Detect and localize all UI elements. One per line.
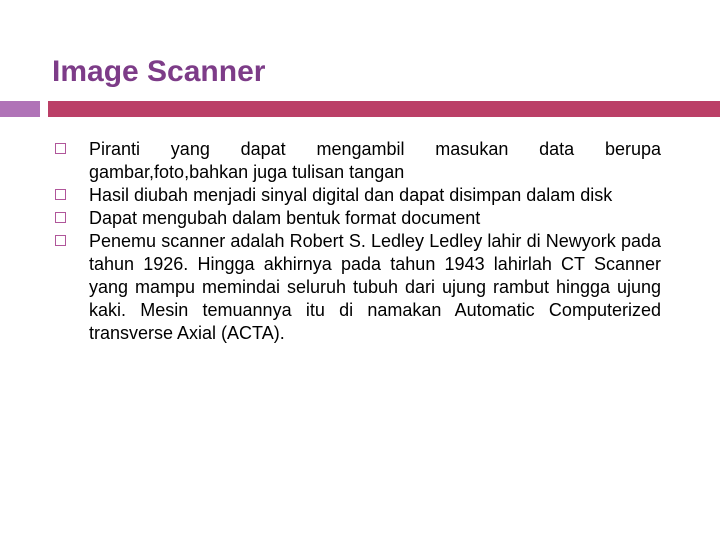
hollow-square-bullet-icon — [55, 143, 66, 154]
hollow-square-bullet-icon — [55, 212, 66, 223]
bullet-item — [52, 184, 661, 207]
bullet-item — [52, 138, 661, 184]
slide-title: Image Scanner — [52, 55, 266, 88]
accent-bar-left — [0, 101, 40, 117]
bullet-text: Hasil diubah menjadi sinyal digital dan dapat disimpan dalam disk — [89, 185, 613, 205]
bullet-item — [52, 230, 661, 345]
bullet-list — [52, 138, 661, 345]
bullet-text: Penemu scanner adalah Robert S. Ledley Ledley lahir di Newyork pada tahun 1926. Hingga akhirnya pada tahun 1943 lahirlah CT Scanner yang mampu memindai seluruh tubuh dari ujung rambut hingga ujung kaki. Mesin temuannya itu di namakan Automatic Computerized transverse Axial (ACTA). — [89, 231, 661, 343]
accent-bar-right — [48, 101, 720, 117]
bullet-text: Dapat mengubah dalam bentuk format document — [89, 208, 481, 228]
bullet-item — [52, 207, 661, 230]
hollow-square-bullet-icon — [55, 189, 66, 200]
hollow-square-bullet-icon — [55, 235, 66, 246]
bullet-text: Piranti yang dapat mengambil masukan data berupa gambar,foto,bahkan juga tulisan tangan — [89, 139, 661, 182]
